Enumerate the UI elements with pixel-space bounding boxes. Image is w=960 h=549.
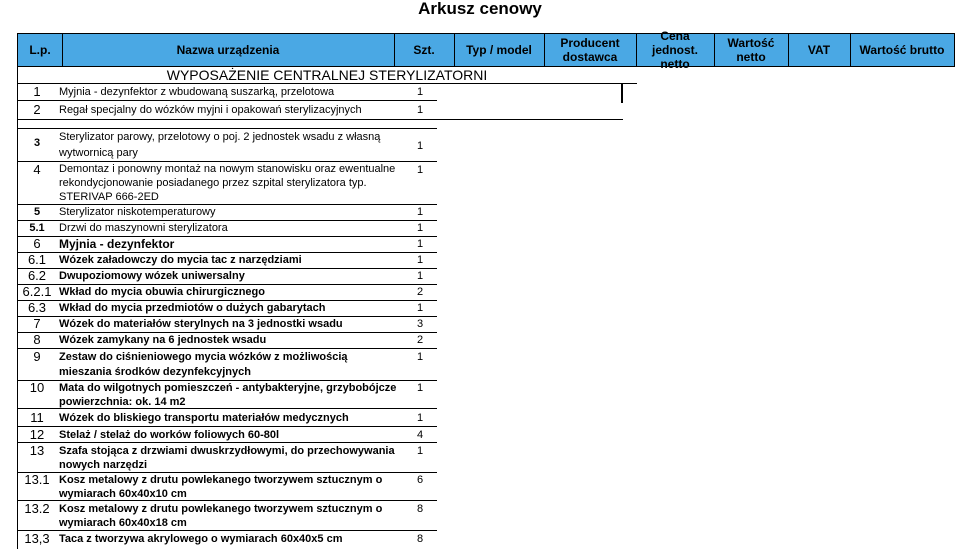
row-name: Mata do wilgotnych pomieszczeń - antybakteryjne, grzybobójcze powierzchnia: ok. 14 m2 (59, 382, 397, 408)
row-qty: 2 (416, 334, 424, 346)
col-header-name: Nazwa urządzenia (176, 43, 280, 57)
row-lp: 12 (29, 427, 45, 442)
row-name: Kosz metalowy z drutu powlekanego tworzywem sztucznym o wymiarach 60x40x10 cm (59, 474, 383, 500)
col-header-lp: L.p. (29, 43, 51, 57)
column-divider (621, 83, 623, 103)
row-qty: 1 (416, 104, 424, 116)
row-name: Myjnia - dezynfektor (59, 237, 175, 251)
row-lp: 2 (33, 102, 41, 117)
row-lp: 13,3 (24, 531, 50, 546)
row-divider (17, 348, 437, 349)
row-lp: 6.1 (27, 252, 47, 267)
row-qty: 1 (416, 270, 424, 282)
row-lp: 9 (33, 349, 41, 364)
row-qty: 8 (416, 533, 424, 545)
row-divider (17, 426, 437, 427)
row-qty: 1 (416, 140, 424, 152)
row-name: Dwupoziomowy wózek uniwersalny (59, 270, 245, 282)
row-lp: 5 (33, 206, 41, 218)
row-name: Wózek zamykany na 6 jednostek wsadu (59, 334, 267, 346)
row-qty: 1 (416, 222, 424, 234)
row-name: Szafa stojąca z drzwiami dwuskrzydłowymi, do przechowywania nowych narzędzi (59, 445, 395, 471)
col-header-type-model: Typ / model (466, 43, 532, 57)
row-lp: 13.2 (24, 501, 50, 516)
table-header (17, 29, 955, 71)
row-qty: 1 (416, 302, 424, 314)
row-lp: 6.3 (27, 300, 47, 315)
col-header-unit-price: Cena jednost. netto (651, 29, 698, 71)
row-lp: 11 (30, 410, 44, 425)
row-lp: 1 (33, 84, 41, 99)
row-qty: 1 (416, 445, 424, 457)
row-divider (17, 100, 437, 101)
row-divider (17, 530, 437, 531)
row-name: Wózek do materiałów sterylnych na 3 jednostki wsadu (59, 318, 343, 330)
row-name: Wózek załadowczy do mycia tac z narzędziami (59, 254, 302, 266)
row-lp: 13 (29, 443, 45, 458)
row-lp: 3 (33, 137, 41, 149)
row-divider (17, 119, 623, 120)
sheet-title: Arkusz cenowy (418, 0, 542, 18)
row-qty: 3 (416, 318, 424, 330)
row-name: Wkład do mycia przedmiotów o dużych gabarytach (59, 302, 326, 314)
row-name: Wózek do bliskiego transportu materiałów medycznych (59, 412, 349, 424)
row-qty: 1 (416, 382, 424, 394)
col-header-value-gross: Wartość brutto (859, 43, 945, 57)
row-qty: 1 (416, 86, 424, 98)
row-name: Sterylizator parowy, przelotowy o poj. 2 jednostek wsadu z własną wytwornicą pary (59, 131, 381, 159)
col-header-value-net: Wartość netto (727, 36, 775, 64)
row-qty: 1 (416, 206, 424, 218)
row-qty: 1 (416, 412, 424, 424)
row-name: Taca z tworzywa akrylowego o wymiarach 60x40x5 cm (59, 533, 343, 545)
row-lp: 6.2 (27, 268, 47, 283)
col-header-vat: VAT (807, 43, 831, 57)
row-lp: 13.1 (24, 472, 50, 487)
col-header-qty: Szt. (413, 43, 435, 57)
row-lp: 6.2.1 (22, 284, 52, 299)
row-name: Sterylizator niskotemperaturowy (59, 206, 216, 218)
row-name: Kosz metalowy z drutu powlekanego tworzywem sztucznym o wymiarach 60x40x18 cm (59, 503, 383, 529)
row-name: Zestaw do ciśnieniowego mycia wózków z możliwością mieszania środków dezynfekcyjnych (59, 351, 348, 378)
row-name: Myjnia - dezynfektor z wbudowaną suszarką, przelotowa (59, 86, 335, 98)
row-lp: 4 (33, 162, 41, 177)
row-qty: 8 (416, 503, 424, 515)
col-header-producer: Producent dostawca (560, 36, 620, 64)
row-qty: 1 (416, 254, 424, 266)
row-divider (17, 83, 637, 84)
row-qty: 1 (416, 164, 424, 176)
row-qty: 2 (416, 286, 424, 298)
row-name: Demontaz i ponowny montaż na nowym stanowisku oraz ewentualne rekondycjonowanie posiadanego przez szpital sterylizatora typ. STERIVAP 666-2ED (59, 163, 396, 203)
section-title: WYPOSAŻENIE CENTRALNEJ STERYLIZATORNI (166, 67, 488, 83)
row-lp: 5.1 (29, 222, 45, 234)
row-lp: 6 (33, 236, 41, 251)
row-lp: 10 (29, 380, 45, 395)
row-name: Stelaż / stelaż do worków foliowych 60-80l (59, 429, 280, 441)
row-qty: 1 (416, 351, 424, 363)
row-lp: 8 (33, 332, 41, 347)
row-name: Drzwi do maszynowni sterylizatora (59, 222, 228, 234)
row-name: Regał specjalny do wózków myjni i opakowań sterylizacyjnych (59, 104, 362, 116)
row-qty: 4 (416, 429, 424, 441)
row-qty: 1 (416, 238, 424, 250)
row-name: Wkład do mycia obuwia chirurgicznego (59, 286, 265, 298)
row-qty: 6 (416, 474, 424, 486)
row-lp: 7 (33, 316, 41, 331)
